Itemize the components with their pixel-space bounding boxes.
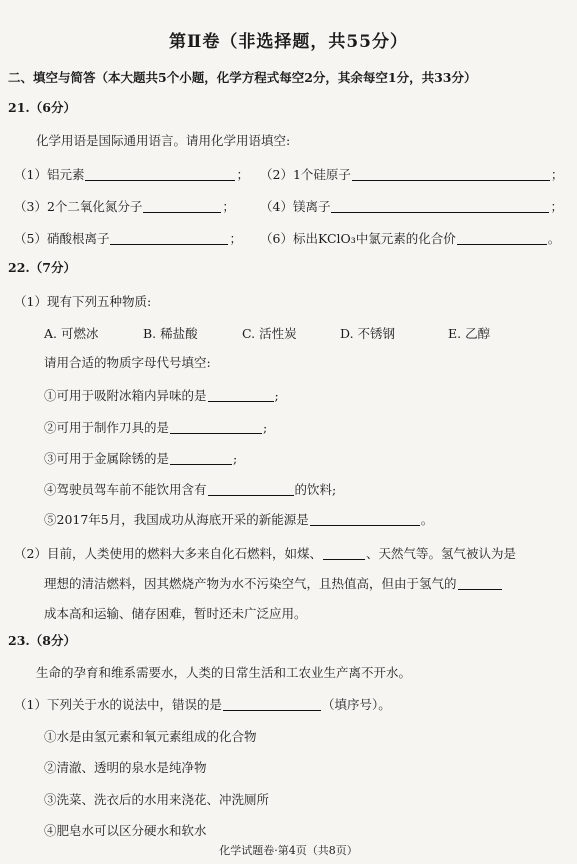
option-c: C. 活性炭 [242, 326, 297, 341]
q23-part-1: （1）下列关于水的说法中，错误的是 （填序号）。 [14, 697, 391, 712]
answer-blank[interactable] [143, 200, 221, 213]
answer-blank[interactable] [457, 232, 547, 245]
q22-sub-2: ②可用于制作刀具的是 ; [44, 420, 268, 435]
q23-option-2: ②清澈、透明的泉水是纯净物 [44, 760, 207, 775]
answer-blank[interactable] [458, 577, 502, 590]
option-a: A. 可燃冰 [44, 326, 99, 341]
q21-item-4: （4）镁离子 ； [260, 199, 563, 214]
page-footer: 化学试题卷·第4页（共8页） [219, 844, 358, 857]
q22-sub-4: ④驾驶员驾车前不能饮用含有 的饮料; [44, 482, 337, 497]
q21-intro: 化学用语是国际通用语言。请用化学用语填空: [36, 133, 291, 148]
answer-blank[interactable] [208, 483, 294, 496]
q22-part-2-line-1: （2）目前，人类使用的燃料大多来自化石燃料，如煤、 、天然气等。氢气被认为是 [14, 546, 516, 561]
answer-blank[interactable] [223, 698, 321, 711]
answer-blank[interactable] [310, 513, 420, 526]
q21-item-1: （1）铝元素 ； [14, 167, 249, 182]
q21-item-5: （5）硝酸根离子 ； [14, 231, 242, 246]
q23-intro: 生命的孕育和维系需要水，人类的日常生活和工农业生产离不开水。 [36, 665, 412, 680]
q23-option-3: ③洗菜、洗衣后的水用来浇花、冲洗厕所 [44, 792, 270, 807]
option-b: B. 稀盐酸 [143, 326, 198, 341]
q21-item-3: （3）2个二氧化氮分子 ； [14, 199, 235, 214]
option-d: D. 不锈钢 [340, 326, 396, 341]
q23-option-4: ④肥皂水可以区分硬水和软水 [44, 823, 207, 838]
q22-sub-5: ⑤2017年5月，我国成功从海底开采的新能源是 。 [44, 512, 434, 527]
q22-part-1: （1）现有下列五种物质: [14, 294, 152, 309]
q22-part-2-line-2: 理想的清洁燃料，因其燃烧产物为水不污染空气，且热值高，但由于氢气的 [44, 576, 503, 592]
q21-heading: 21.（6分） [8, 100, 76, 115]
q23-option-1: ①水是由氢元素和氧元素组成的化合物 [44, 729, 257, 744]
q22-heading: 22.（7分） [8, 260, 76, 275]
q21-item-6: （6）标出KClO₃中氯元素的化合价 。 [260, 231, 561, 246]
answer-blank[interactable] [110, 232, 228, 245]
answer-blank[interactable] [170, 421, 262, 434]
answer-blank[interactable] [331, 200, 549, 213]
answer-blank[interactable] [352, 168, 550, 181]
q22-part-2-line-3: 成本高和运输、储存困难，暂时还未广泛应用。 [44, 606, 307, 621]
q22-sub-3: ③可用于金属除锈的是 ; [44, 451, 238, 466]
answer-blank[interactable] [208, 389, 274, 402]
q22-options [44, 326, 564, 342]
q22-instruction: 请用合适的物质字母代号填空: [44, 355, 211, 370]
q23-heading: 23.（8分） [8, 633, 76, 648]
q22-sub-1: ①可用于吸附冰箱内异味的是 ; [44, 388, 279, 403]
section-heading: 二、填空与简答（本大题共5个小题，化学方程式每空2分，其余每空1分，共33分） [8, 70, 477, 85]
answer-blank[interactable] [170, 452, 232, 465]
option-e: E. 乙醇 [448, 326, 491, 341]
answer-blank[interactable] [85, 168, 235, 181]
page-title: 第Ⅱ卷（非选择题，共55分） [169, 32, 408, 52]
q21-item-2: （2）1个硅原子 ； [260, 167, 564, 182]
answer-blank[interactable] [323, 547, 365, 560]
